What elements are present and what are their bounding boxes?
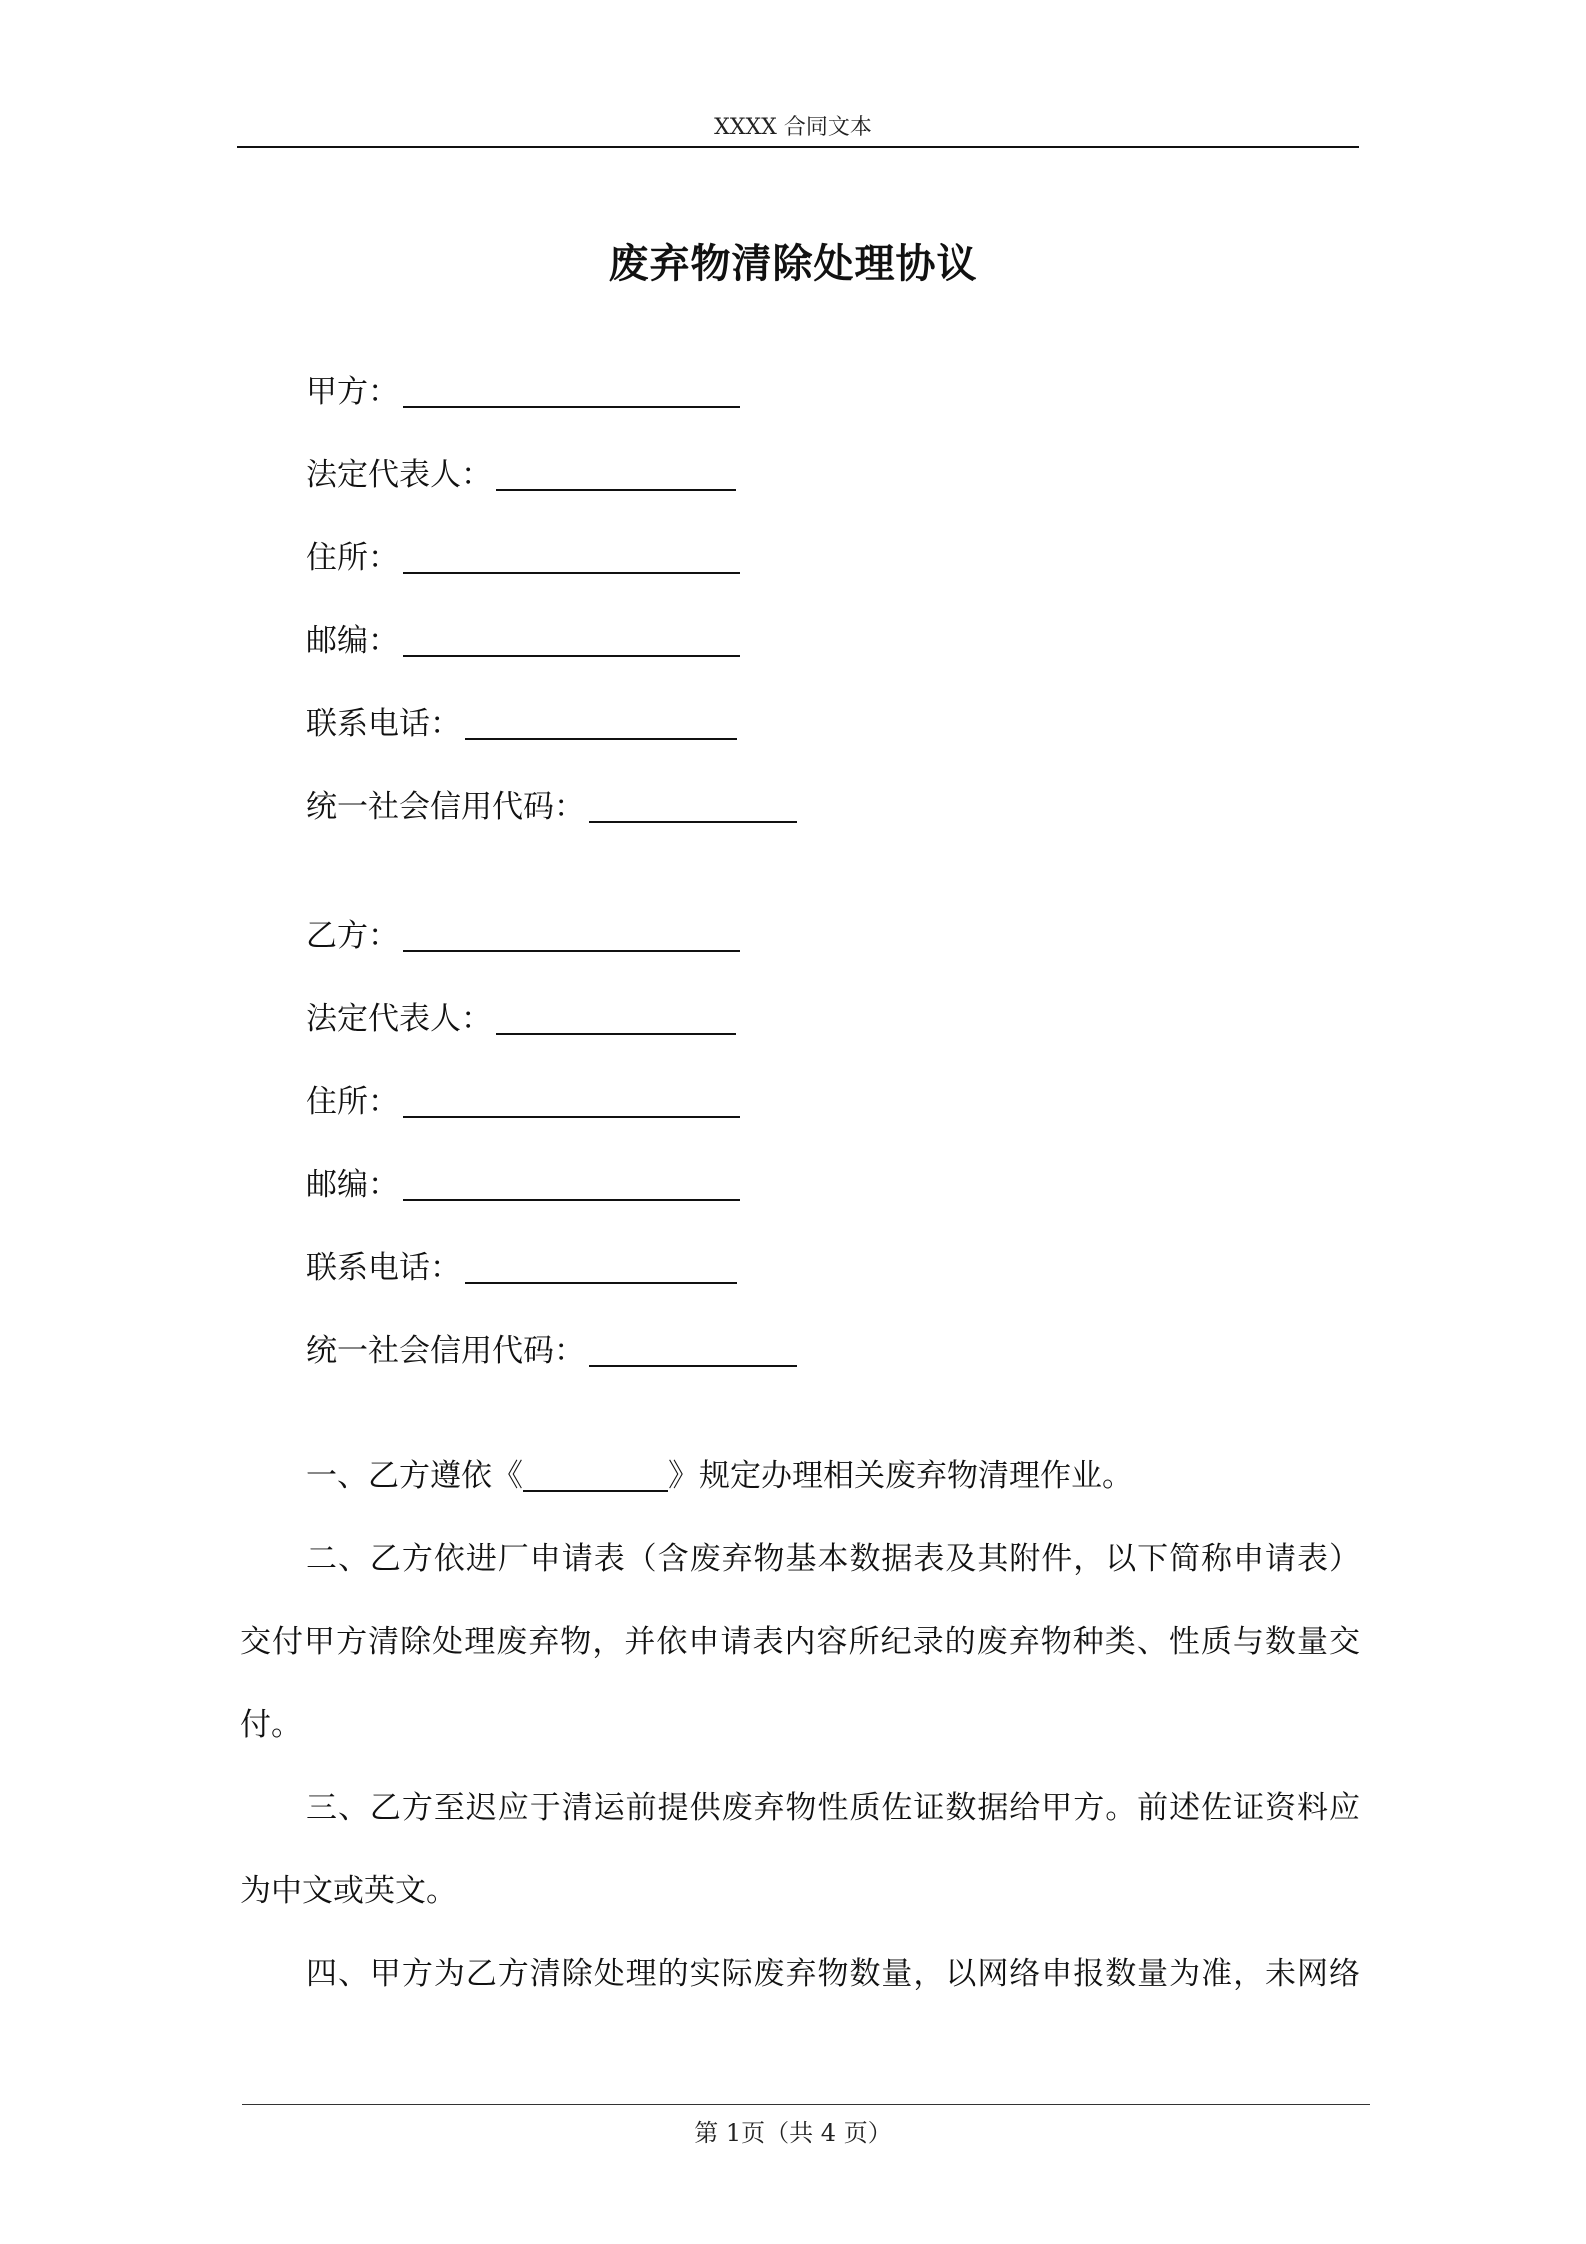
party-b-postcode-blank[interactable] — [403, 1169, 740, 1201]
clause-1-prefix: 一、乙方遵依《 — [306, 1458, 523, 1494]
party-a-postcode-blank[interactable] — [403, 625, 740, 657]
party-a-phone-label: 联系电话： — [306, 706, 461, 742]
party-b-phone-label: 联系电话： — [306, 1250, 461, 1286]
party-a-credit-code-blank[interactable] — [589, 791, 797, 823]
party-b-postcode-field — [306, 1155, 740, 1205]
clause-2-line-2: 交付甲方清除处理废弃物，并依申请表内容所纪录的废弃物种类、性质与数量交 — [240, 1624, 1360, 1660]
party-b-legal-rep-field — [306, 989, 736, 1039]
party-a-label: 甲方： — [306, 374, 399, 410]
party-a-address-blank[interactable] — [403, 542, 740, 574]
party-b-field — [306, 906, 740, 956]
page-number: 第 1页（共 4 页） — [694, 2119, 892, 2147]
document-title: 废弃物清除处理协议 — [608, 241, 978, 287]
clause-4-line-1: 四、甲方为乙方清除处理的实际废弃物数量，以网络申报数量为准，未网络 — [306, 1956, 1360, 1992]
party-b-address-blank[interactable] — [403, 1086, 740, 1118]
party-a-legal-rep-field — [306, 445, 736, 495]
clause-1-suffix: 》规定办理相关废弃物清理作业。 — [668, 1458, 1133, 1494]
party-a-credit-code-label: 统一社会信用代码： — [306, 789, 585, 825]
party-a-credit-code-field — [306, 777, 797, 827]
party-b-legal-rep-blank[interactable] — [496, 1003, 736, 1035]
party-b-phone-field — [306, 1238, 737, 1288]
clause-3-line-2: 为中文或英文。 — [240, 1873, 457, 1909]
clause-2 — [240, 1518, 1360, 1767]
party-a-address-label: 住所： — [306, 540, 399, 576]
party-b-address-label: 住所： — [306, 1084, 399, 1120]
party-a-legal-rep-label: 法定代表人： — [306, 457, 492, 493]
party-b-phone-blank[interactable] — [465, 1252, 737, 1284]
party-b-legal-rep-label: 法定代表人： — [306, 1001, 492, 1037]
regulation-name-blank[interactable] — [523, 1460, 668, 1492]
party-b-credit-code-field — [306, 1321, 797, 1371]
party-a-phone-field — [306, 694, 737, 744]
clause-3-line-1: 三、乙方至迟应于清运前提供废弃物性质佐证数据给甲方。前述佐证资料应 — [306, 1790, 1360, 1826]
party-b-label: 乙方： — [306, 918, 399, 954]
clause-2-line-3: 付。 — [240, 1707, 302, 1743]
party-b-credit-code-label: 统一社会信用代码： — [306, 1333, 585, 1369]
header-divider — [237, 146, 1359, 148]
clause-1 — [240, 1435, 1360, 1518]
party-a-blank[interactable] — [403, 376, 740, 408]
party-a-address-field — [306, 528, 740, 578]
party-a-legal-rep-blank[interactable] — [496, 459, 736, 491]
footer-divider — [242, 2104, 1370, 2105]
party-a-phone-blank[interactable] — [465, 708, 737, 740]
party-a-postcode-field — [306, 611, 740, 661]
clause-1-line — [240, 1435, 1360, 1518]
clause-3 — [240, 1767, 1360, 1933]
party-b-address-field — [306, 1072, 740, 1122]
clause-4 — [240, 1933, 1360, 2016]
party-a-postcode-label: 邮编： — [306, 623, 399, 659]
party-a-field — [306, 362, 740, 412]
clause-2-line-1: 二、乙方依进厂申请表（含废弃物基本数据表及其附件，以下简称申请表） — [306, 1541, 1360, 1577]
page-header: XXXX 合同文本 — [714, 115, 872, 140]
party-b-blank[interactable] — [403, 920, 740, 952]
party-b-postcode-label: 邮编： — [306, 1167, 399, 1203]
party-b-credit-code-blank[interactable] — [589, 1335, 797, 1367]
